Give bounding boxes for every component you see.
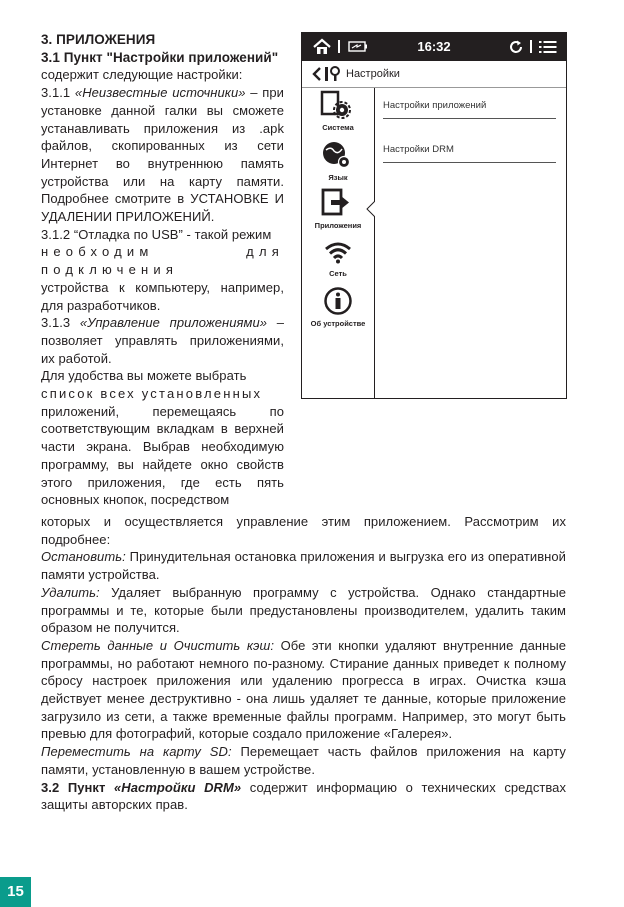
section-title: 3. ПРИЛОЖЕНИЯ: [41, 32, 156, 47]
menu-icon[interactable]: [539, 40, 557, 54]
sidebar-item-about[interactable]: [302, 286, 374, 332]
sidebar-item-system[interactable]: [302, 90, 374, 138]
status-bar: [302, 33, 566, 61]
left-column: [41, 31, 284, 509]
sidebar-label-network: Сеть: [329, 269, 347, 278]
convenience-continued: которых и осуществляется управление этим приложением. Рассмотрим их подробнее:: [41, 514, 566, 547]
sidebar-label-language: Язык: [328, 173, 348, 182]
list-item-drm-settings[interactable]: Настройки DRM: [383, 144, 556, 163]
info-icon: [323, 286, 353, 316]
settings-sidebar: [302, 88, 375, 399]
language-globe-icon: [321, 140, 353, 170]
back-icon[interactable]: [312, 67, 322, 81]
move-paragraph: Переместить на карту SD: Перемещает часть файлов приложения на карту памяти, установленную в вашем устройстве.: [41, 744, 566, 777]
drm-paragraph: 3.2 Пункт «Настройки DRM» содержит информацию о технических средствах защиты авторских прав.: [41, 779, 567, 813]
device-screenshot: [301, 32, 567, 399]
sidebar-item-apps[interactable]: [302, 188, 374, 236]
stop-paragraph: Остановить: Принудительная остановка приложения и выгрузка его из оперативной памяти устройства.: [41, 549, 566, 583]
full-width-text: [41, 513, 566, 814]
convenience-paragraph: Для удобства вы можете выбрать список всех установленных приложений, перемещаясь по соответствующим вкладкам в верхней части экрана. Выбрав необходимую программу, вы найдете окно свойств этого приложения, где есть пять основных кнопок, посредством: [41, 368, 284, 508]
list-item-app-settings[interactable]: Настройки приложений: [383, 100, 556, 119]
settings-titlebar: [302, 61, 566, 88]
settings-tools-icon: [323, 66, 341, 82]
sidebar-label-about: Об устройстве: [310, 319, 366, 328]
intro-text: содержит следующие настройки:: [41, 67, 243, 83]
page-number: 15: [0, 877, 31, 907]
sidebar-label-system: Система: [322, 123, 354, 132]
sidebar-item-network[interactable]: [302, 238, 374, 283]
item-313: 3.1.3 «Управление приложениями» – позволяет управлять приложениями, их работой.: [41, 315, 284, 366]
system-icon: [320, 90, 352, 120]
settings-title: Настройки: [346, 68, 400, 80]
sidebar-item-language[interactable]: [302, 140, 374, 185]
clear-paragraph: Стереть данные и Очистить кэш: Обе эти кнопки удаляют внутренние данные программы, но работают немного по-разному. Стирание данных приведет к полному сбросу настроек приложения или удалению прогресса в играх. Очистка кэша действует менее деструктивно - она лишь удаляет те данные, которые приложение загрузило из сети, а также временные файлы программ. Например, это могут быть превью для фотографий, которые создало приложение «Галерея».: [41, 637, 566, 742]
status-time: 16:32: [417, 39, 451, 54]
delete-paragraph: Удалить: Удаляет выбранную программу с устройства. Однако стандартные программы и те, которые были предустановлены производителем, удалить таким образом не получится.: [41, 584, 566, 636]
subsection-title: 3.1 Пункт "Настройки приложений": [41, 49, 279, 65]
apps-export-icon: [321, 188, 351, 218]
sidebar-label-apps: Приложения: [314, 221, 362, 230]
sidebar-pointer: [366, 201, 375, 217]
item-311: 3.1.1 «Неизвестные источники» – при установке данной галки вы сможете устанавливать приложения из .apk файлов, скопированных из сети Интернет во внутреннюю память устройства или на карту памяти. Подробнее смотрите в УСТАНОВКЕ И УДАЛЕНИИ ПРИЛОЖЕНИЙ.: [41, 85, 284, 225]
wifi-icon: [324, 240, 352, 264]
item-312: 3.1.2 “Отладка по USB” - такой режим необходим для подключения устройства к компьютеру, например, для разработчиков.: [41, 226, 284, 313]
refresh-icon[interactable]: [508, 39, 524, 55]
